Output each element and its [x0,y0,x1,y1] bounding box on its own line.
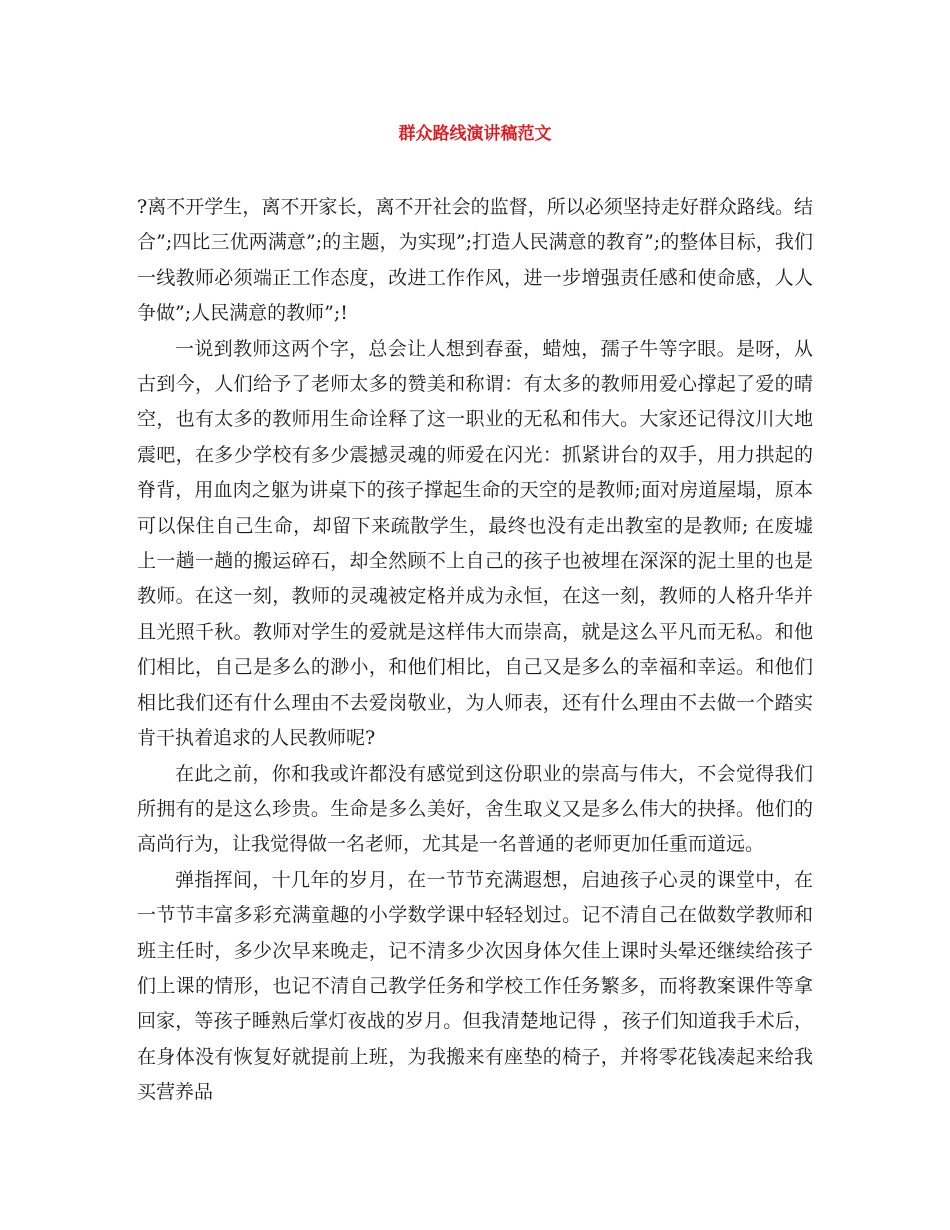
paragraph-intro: ?离不开学生，离不开家长，离不开社会的监督，所以必须坚持走好群众路线。结合”;四比三优两满意”;的主题，为实现”;打造人民满意的教育”;的整体目标，我们一线教师必须端正工作态度，改进工作作风，进一步增强责任感和使命感，人人争做”;人民满意的教师”;! [137,196,813,325]
document-title: 群众路线演讲稿范文 [398,124,552,144]
paragraph-personal-experience: 弹指挥间，十几年的岁月，在一节节充满遐想，启迪孩子心灵的课堂中，在一节节丰富多彩充满童趣的小学数学课中轻轻划过。记不清自己在做数学教师和班主任时，多少次早来晚走，记不清多少次因身体欠佳上课时头晕还继续给孩子们上课的情形，也记不清自己教学任务和学校工作任务繁多，而将教案课件等拿回家，等孩子睡熟后掌灯夜战的岁月。但我清楚地记得 ，孩子们知道我手术后，在身体没有恢复好就提前上班，为我搬来有座垫的椅子，并将零花钱凑起来给我买营养品 [137,868,813,1104]
document-body [137,190,813,1111]
paragraph-teacher-praise: 一说到教师这两个字，总会让人想到春蚕，蜡烛，孺子牛等字眼。是呀，从古到今，人们给予了老师太多的赞美和称谓：有太多的教师用爱心撑起了爱的晴空，也有太多的教师用生命诠释了这一职业的无私和伟大。大家还记得汶川大地震吧，在多少学校有多少震撼灵魂的师爱在闪光：抓紧讲台的双手，用力拱起的脊背，用血肉之躯为讲桌下的孩子撑起生命的天空的是教师;面对房道屋塌，原本可以保住自己生命，却留下来疏散学生，最终也没有走出教室的是教师; 在废墟上一趟一趟的搬运碎石，却全然顾不上自己的孩子也被埋在深深的泥土里的也是教师。在这一刻，教师的灵魂被定格并成为永恒，在这一刻，教师的人格升华并且光照千秋。教师对学生的爱就是这样伟大而崇高，就是这么平凡而无私。和他们相比，自己是多么的渺小，和他们相比，自己又是多么的幸福和幸运。和他们相比我们还有什么理由不去爱岗敬业，为人师表，还有什么理由不去做一个踏实肯干执着追求的人民教师呢? [137,337,813,750]
paragraph-reflection: 在此之前，你和我或许都没有感觉到这份职业的崇高与伟大，不会觉得我们所拥有的是这么珍贵。生命是多么美好，舍生取义又是多么伟大的抉择。他们的高尚行为，让我觉得做一名老师，尤其是一名普通的老师更加任重而道远。 [137,762,813,856]
